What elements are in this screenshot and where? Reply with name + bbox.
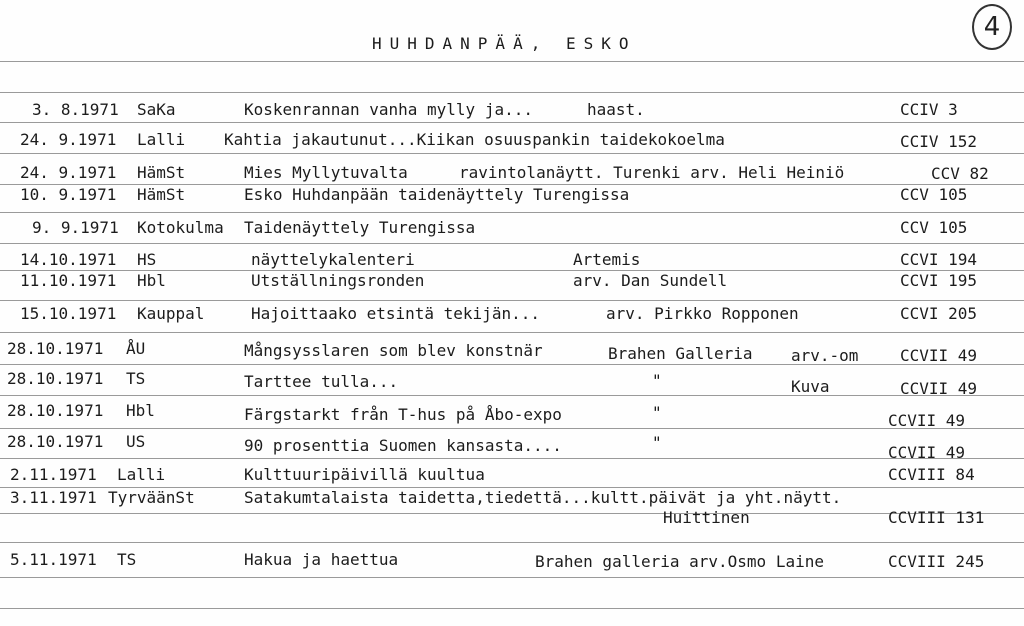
- entry-note: arv. Pirkko Ropponen: [606, 304, 799, 323]
- entry-ref: CCVII 49: [888, 411, 966, 430]
- entry-date: 24. 9.1971: [20, 130, 117, 149]
- ruled-line: [0, 542, 1024, 543]
- ruled-line: [0, 458, 1024, 459]
- entry-date: 10. 9.1971: [20, 185, 117, 204]
- entry-date: 28.10.1971: [7, 369, 104, 388]
- entry-title: Kahtia jakautunut...Kiikan osuuspankin taidekokoelma: [224, 130, 725, 149]
- entry-source: HämSt: [137, 185, 186, 204]
- entry-date: 9. 9.1971: [32, 218, 119, 237]
- entry-ref: CCV 82: [931, 164, 989, 183]
- entry-title: Mies Myllytuvalta: [244, 163, 408, 182]
- entry-note: arv. Dan Sundell: [573, 271, 728, 290]
- card-number: 4: [972, 4, 1012, 50]
- entry-title: Kulttuuripäivillä kuultua: [244, 465, 485, 484]
- entry-ref: CCIV 152: [900, 132, 978, 151]
- entry-source: HS: [137, 250, 157, 269]
- ruled-line: [0, 300, 1024, 301]
- ruled-line: [0, 61, 1024, 62]
- entry-ref: CCVII 49: [888, 443, 966, 462]
- card-title: HUHDANPÄÄ, ESKO: [372, 34, 637, 53]
- entry-title: Satakumtalaista taidetta,tiedettä...kultt.päivät ja yht.näytt.: [244, 488, 842, 507]
- entry-note-2: Kuva: [791, 377, 830, 396]
- entry-date: 11.10.1971: [20, 271, 117, 290]
- entry-source: Kauppal: [137, 304, 205, 323]
- entry-title: Hakua ja haettua: [244, 550, 399, 569]
- entry-date: 28.10.1971: [7, 401, 104, 420]
- entry-ref: CCV 105: [900, 185, 968, 204]
- entry-ref: CCVIII 245: [888, 552, 985, 571]
- entry-source: TS: [117, 550, 137, 569]
- entry-title: Koskenrannan vanha mylly ja...: [244, 100, 533, 119]
- entry-ref: CCV 105: [900, 218, 968, 237]
- entry-source: ÅU: [126, 339, 146, 358]
- entry-source: Hbl: [126, 401, 155, 420]
- entry-ref: CCVI 194: [900, 250, 978, 269]
- ruled-line: [0, 428, 1024, 429]
- ruled-line: [0, 608, 1024, 609]
- entry-ditto: ": [652, 433, 662, 452]
- ruled-line: [0, 364, 1024, 365]
- entry-ref: CCVII 49: [900, 346, 978, 365]
- entry-note: ravintolanäytt. Turenki arv. Heli Heiniö: [459, 163, 845, 182]
- ruled-line: [0, 92, 1024, 93]
- entry-note: Huittinen: [663, 508, 750, 527]
- entry-note-2: arv.-om: [791, 346, 859, 365]
- entry-source: SaKa: [137, 100, 176, 119]
- entry-ref: CCVIII 84: [888, 465, 975, 484]
- entry-ref: CCVII 49: [900, 379, 978, 398]
- entry-title: 90 prosenttia Suomen kansasta....: [244, 436, 562, 455]
- entry-ref: CCIV 3: [900, 100, 958, 119]
- ruled-line: [0, 577, 1024, 578]
- entry-date: 3. 8.1971: [32, 100, 119, 119]
- entry-title: Mångsysslaren som blev konstnär: [244, 341, 543, 360]
- entry-ref: CCVI 195: [900, 271, 978, 290]
- entry-source: Lalli: [137, 130, 186, 149]
- entry-date: 3.11.1971: [10, 488, 97, 507]
- entry-source: TyrväänSt: [108, 488, 195, 507]
- entry-date: 5.11.1971: [10, 550, 97, 569]
- ruled-line: [0, 153, 1024, 154]
- entry-source: Kotokulma: [137, 218, 224, 237]
- entry-title: Färgstarkt från T-hus på Åbo-expo: [244, 405, 562, 424]
- entry-title: näyttelykalenteri: [251, 250, 415, 269]
- entry-title: Esko Huhdanpään taidenäyttely Turengissa: [244, 185, 630, 204]
- entry-title: Utställningsronden: [251, 271, 425, 290]
- entry-note: haast.: [587, 100, 645, 119]
- entry-date: 2.11.1971: [10, 465, 97, 484]
- entry-ditto: ": [652, 371, 662, 390]
- entry-ditto: ": [652, 403, 662, 422]
- entry-date: 28.10.1971: [7, 432, 104, 451]
- entry-note: Brahen galleria arv.Osmo Laine: [535, 552, 824, 571]
- entry-source: US: [126, 432, 146, 451]
- entry-source: HämSt: [137, 163, 186, 182]
- entry-source: Hbl: [137, 271, 166, 290]
- entry-title: Hajoittaako etsintä tekijän...: [251, 304, 540, 323]
- entry-source: Lalli: [117, 465, 166, 484]
- entry-date: 15.10.1971: [20, 304, 117, 323]
- ruled-line: [0, 122, 1024, 123]
- entry-note: Artemis: [573, 250, 641, 269]
- entry-ref: CCVIII 131: [888, 508, 985, 527]
- ruled-line: [0, 212, 1024, 213]
- entry-date: 28.10.1971: [7, 339, 104, 358]
- entry-source: TS: [126, 369, 146, 388]
- ruled-line: [0, 395, 1024, 396]
- entry-title: Taidenäyttely Turengissa: [244, 218, 476, 237]
- ruled-line: [0, 332, 1024, 333]
- entry-date: 14.10.1971: [20, 250, 117, 269]
- entry-date: 24. 9.1971: [20, 163, 117, 182]
- entry-ref: CCVI 205: [900, 304, 978, 323]
- entry-note: Brahen Galleria: [608, 344, 753, 363]
- entry-title: Tarttee tulla...: [244, 372, 399, 391]
- ruled-line: [0, 513, 1024, 514]
- ruled-line: [0, 243, 1024, 244]
